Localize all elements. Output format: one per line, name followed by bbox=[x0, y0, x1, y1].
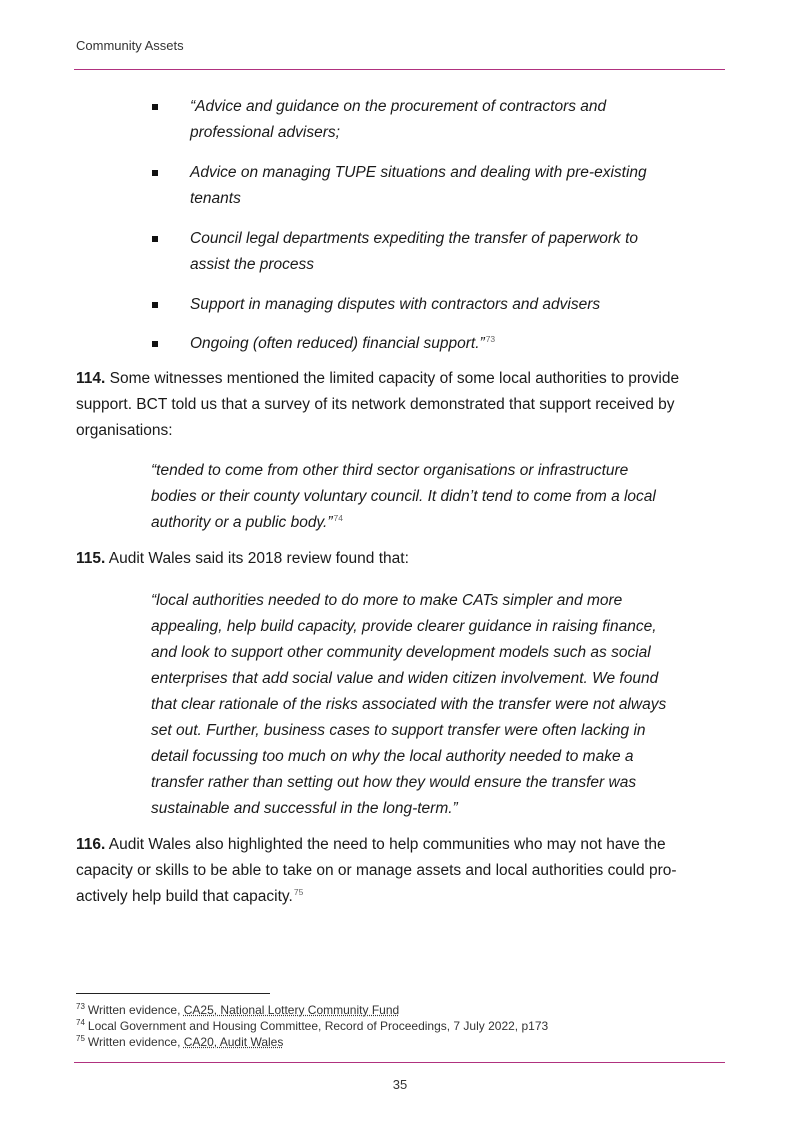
list-item-text: Support in managing disputes with contractors and advisers bbox=[190, 296, 601, 313]
list-item bbox=[150, 94, 680, 146]
bullet-square-icon bbox=[152, 341, 158, 347]
bullet-square-icon bbox=[152, 104, 158, 110]
footnote-number: 73 bbox=[76, 1002, 85, 1011]
footnote-text: Local Government and Housing Committee, Record of Proceedings, 7 July 2022, p173 bbox=[87, 1019, 549, 1033]
paragraph-114 bbox=[76, 366, 726, 444]
paragraph-number: 116. bbox=[76, 836, 106, 853]
list-item-text: Advice on managing TUPE situations and dealing with pre-existing tenants bbox=[190, 164, 647, 207]
paragraph-text: Audit Wales said its 2018 review found that: bbox=[108, 550, 409, 567]
quote-115 bbox=[151, 588, 671, 822]
list-item-text: “Advice and guidance on the procurement of contractors and professional advisers; bbox=[190, 98, 607, 141]
bullet-square-icon bbox=[152, 170, 158, 176]
bullet-square-icon bbox=[152, 302, 158, 308]
paragraph-number: 114. bbox=[76, 370, 106, 387]
header-rule bbox=[74, 69, 725, 70]
footnote-text: Written evidence, bbox=[87, 1035, 184, 1049]
footnote-ref[interactable]: 75 bbox=[293, 886, 304, 897]
quote-114 bbox=[151, 458, 671, 536]
footnote-number: 74 bbox=[76, 1018, 85, 1027]
bullet-list bbox=[150, 94, 680, 370]
footnote-ref[interactable]: 74 bbox=[333, 512, 343, 523]
footnote-text: Written evidence, bbox=[87, 1003, 184, 1017]
list-item bbox=[150, 226, 680, 278]
footnote bbox=[76, 1018, 726, 1034]
bullet-square-icon bbox=[152, 236, 158, 242]
list-item bbox=[150, 331, 680, 357]
paragraph-number: 115. bbox=[76, 550, 106, 567]
footnote-number: 75 bbox=[76, 1034, 85, 1043]
list-item bbox=[150, 292, 680, 318]
paragraph-115 bbox=[76, 546, 726, 572]
quote-text: “local authorities needed to do more to make CATs simpler and more appealing, help build capacity, provide clearer guidance in raising finance, and look to support other community development models such as social enterprises that add social value and widen citizen involvement. We found that clear rationale of the risks associated with the transfer were not always set out. Further, business cases to support transfer were often lacking in detail focussing too much on why the local authority needed to make a transfer rather than setting out how they would ensure the transfer was sustainable and successful in the long-term.” bbox=[151, 592, 667, 817]
list-item-text: Ongoing (often reduced) financial support.” bbox=[190, 335, 485, 352]
list-item bbox=[150, 160, 680, 212]
paragraph-text: Some witnesses mentioned the limited capacity of some local authorities to provide support. BCT told us that a survey of its network demonstrated that support received by organisations: bbox=[76, 370, 680, 439]
footnote-link[interactable]: CA25, National Lottery Community Fund bbox=[183, 1003, 400, 1017]
footnote-link[interactable]: CA20, Audit Wales bbox=[183, 1035, 284, 1049]
running-header: Community Assets bbox=[76, 38, 184, 53]
footnote-ref[interactable]: 73 bbox=[485, 333, 496, 344]
footnote-separator bbox=[76, 993, 270, 994]
list-item-text: Council legal departments expediting the transfer of paperwork to assist the process bbox=[190, 230, 639, 273]
paragraph-116 bbox=[76, 832, 726, 910]
footer-rule bbox=[74, 1062, 725, 1063]
quote-text: “tended to come from other third sector organisations or infrastructure bodies or their county voluntary council. It didn’t tend to come from a local authority or a public body.” bbox=[151, 462, 656, 531]
footnotes bbox=[76, 1002, 726, 1050]
page-number: 35 bbox=[392, 1077, 408, 1092]
paragraph-text: Audit Wales also highlighted the need to help communities who may not have the capacity or skills to be able to take on or manage assets and local authorities could pro-actively help build that capacity. bbox=[76, 836, 677, 905]
footnote bbox=[76, 1002, 726, 1018]
footnote bbox=[76, 1034, 726, 1050]
